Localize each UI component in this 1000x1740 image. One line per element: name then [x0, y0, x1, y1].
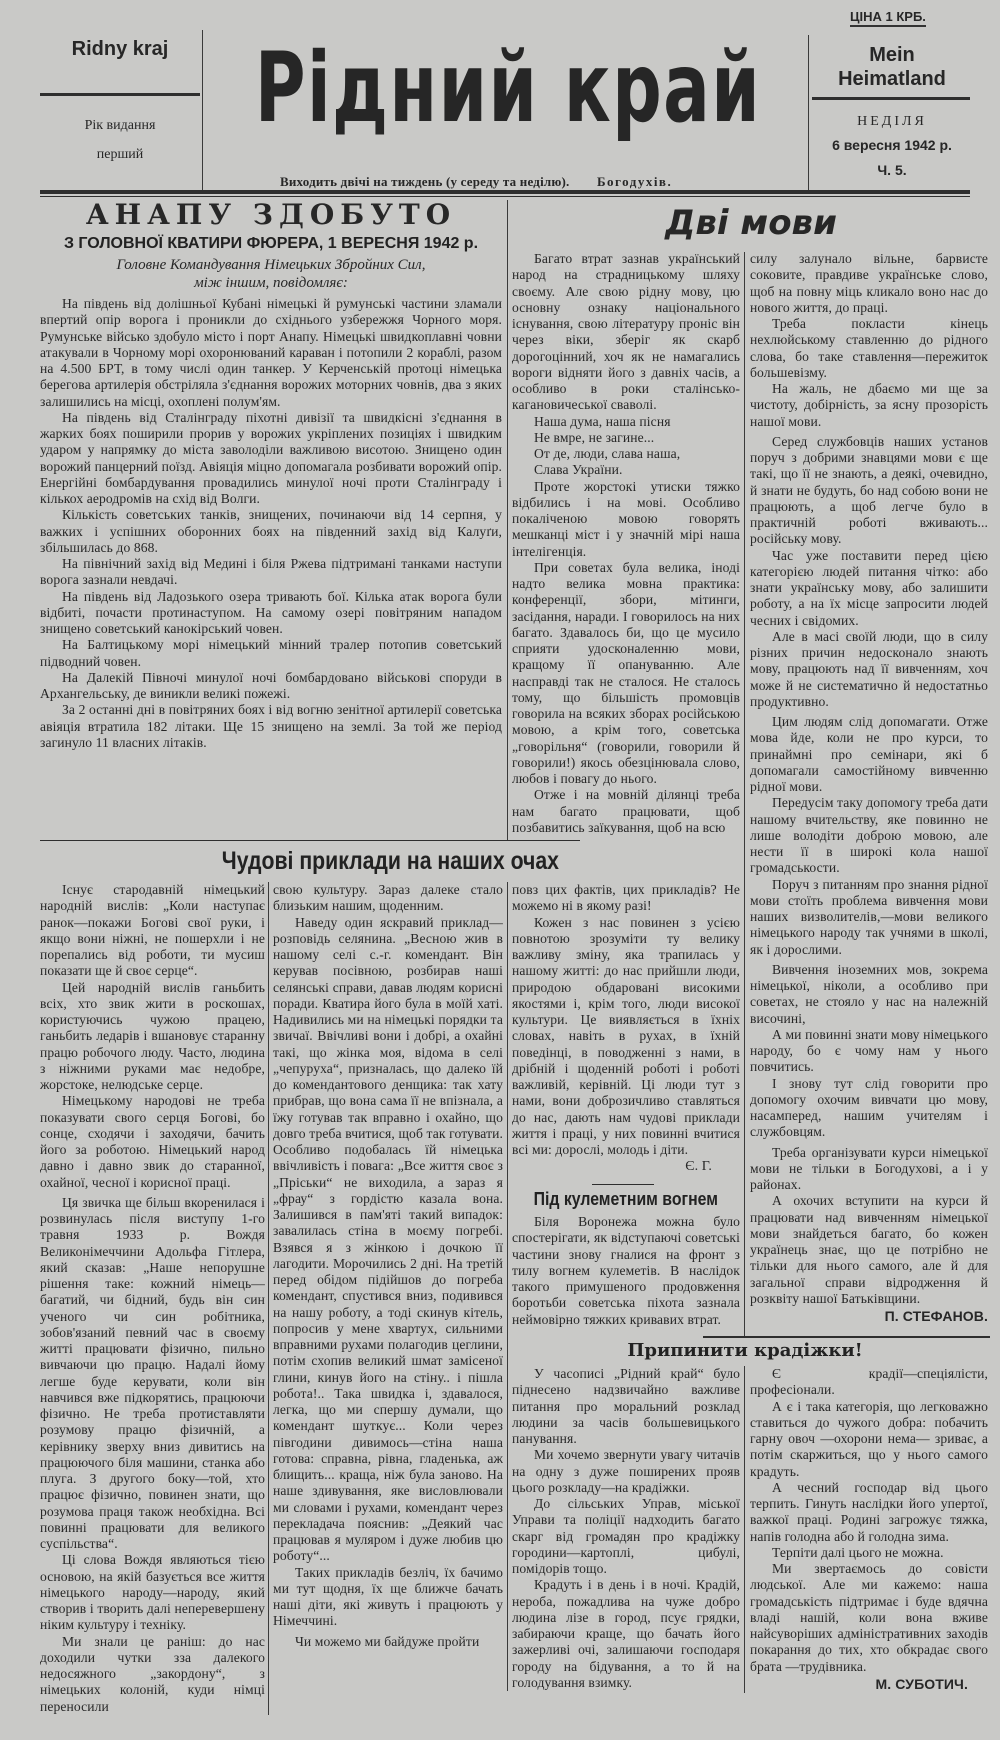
newspaper-title	[254, 8, 762, 168]
masthead-rule-thin	[40, 196, 970, 197]
poem-line: Не вмре, не загине...	[534, 429, 655, 445]
paragraph: А охочих вступити на курси й працювати над вивченням німецької мови знайдеться багато, бо кожен українець знає, що це потрібно не тільки для нього самого, але й для загальної справи відродження й розквіту нашої Батьківщини.	[750, 1193, 988, 1306]
poem-line: Наша дума, наша пісня	[534, 413, 671, 429]
poem-line: Слава України.	[534, 462, 623, 478]
paragraph: На південь від долішньої Кубані німецькі й румунські частини зламали впертий опір ворога і проникли до східнього узбережжя Чорного моря. Румунське військо здобуло місто і порт Анапу. Німецькі швидкоплавні човни атакували в Чорному морі охоронюваний караван і потопили 2 кораблі, разом на 4.500 БРТ, в тому числі один танкер. У Керченській протоці німецька берегова артилерія обстріляла з'єднання ворожих моторних човнів, два з яких залишились на місці, охоплені полум'ям.	[40, 296, 502, 409]
paragraph: На Балтицькому морі німецький мінний тралер потопив советський підводний човен.	[40, 637, 502, 669]
theft-col2	[750, 1366, 988, 1693]
masthead-rule	[40, 190, 970, 194]
city: Богодухів.	[596, 174, 673, 189]
issue-date: 6 вересня 1942 р.	[832, 137, 952, 153]
paragraph: Кількість советських танків, знищених, починаючи від 14 серпня, у важких і успішних оборонних боях на південний захід від Калуґи, збільшилась до 868.	[40, 507, 502, 555]
paragraph: На південь від Ладозького озера тривають бої. Кілька атак ворога були відбиті, почасти протинаступом. На самому озері повітряним нападом знищено советський канокірський човен.	[40, 588, 502, 636]
paragraph: Час уже поставити перед цією категорією людей питання чітко: або знати українську мову, або залишити роботу, а на їх місце запросити людей чесних і свідомих.	[750, 547, 988, 628]
divider	[202, 30, 203, 190]
divider	[40, 93, 200, 96]
german-title-2: Heimatland	[838, 68, 946, 90]
machine-gun-body	[512, 1214, 740, 1328]
dvi-movy-col2	[750, 251, 988, 1325]
publication-frequency	[280, 174, 672, 190]
column-rule	[507, 200, 508, 840]
year-line-1: Рік видання	[84, 118, 156, 133]
theft-headline	[580, 1340, 910, 1362]
paragraph: Ми знали це раніш: до нас доходили чутки зза далекого недосяжного „закордону“, з німецьких колоній, куди німці переносили	[40, 1633, 265, 1714]
paragraph: силу залунало вільне, барвисте соковите, правдиве українське слово, щоб на повну міць кликало воно нас до нового життя, до праці.	[750, 251, 988, 315]
paragraph: Кожен з нас повинен з усією повнотою зрозуміти ту велику важливу зміну, яка трапилась у нашому житті: до нас прийшли люди, природою обдаровані високими якостями і, крім того, люди високої культури. Це виявляється в їхніх словах, навіть в рухах, в їхній поведінці, в поводженні з нами, в дрібній і щоденній роботі і роботі важливій, керівній. Ці люди тут з нами, вони доброзичливо ставляться до нас, дають нам чудові приклади життя і праці, у них повинні вчитися всі ми: дорослі, молодь і діти.	[512, 914, 740, 1157]
german-title-1: Mein	[869, 44, 915, 66]
paragraph: А чесний господар від цього терпить. Гинуть наслідки його упертої, важкої праці. Родині загрожує тяжка, напів голодна або й голодна зима.	[750, 1479, 988, 1544]
paragraph: Але в масі своїй люди, що в силу різних причин недосконало знають мову, працюють над її вивченням, хоч може й не систематично й недостатньо продуктивно.	[750, 628, 988, 709]
paragraph: Поруч з питанням про знання рідної мови стоїть проблема вивчення мови наших визволителів,—мови великого німецького народу так учнями в школі, як і дорослими.	[750, 876, 988, 957]
anapa-body	[40, 296, 502, 751]
paragraph: Вивчення іноземних мов, зокрема німецької, ніколи, а особливо при советах, не стояло у нас на належній височині,	[750, 961, 988, 1026]
paragraph: На Далекій Півночі минулої ночі бомбардовано військові споруди в Архангельську, де виникли великі пожежі.	[40, 669, 502, 701]
paragraph: повз цих фактів, цих прикладів? Не можемо ні в якому разі!	[512, 882, 740, 914]
poem-line: От де, люди, слава наша,	[534, 446, 681, 461]
author-signature: П. СТЕФАНОВ.	[884, 1308, 988, 1324]
paragraph: Наведу один яскравий приклад—розповідь селянина. „Весною жив в нашому селі с.-г. комендант. Він керував посівною, розбирав наші селянські справи, давав людям корисні поради. Кватира його була в моїй хаті. Надивились ми на німецькі порядки та звичаї. Ввічливі вони і добрі, а охайні такі, що жінка моя, відома в селі „чепуруха“, призналась, що далеко їй до комендантового денщика: так хату прибрав, що вона сама її не впізнала, а їжу готував так вправно і охайно, що довго треба вчитися, щоб так готувати. Особливо подобалась їй німецька ввічливість і повага: „Все життя своє з „Пріськи“ не виходила, а зараз я „фрау“ з гордістю казала вона. Залишився в пам'яті такий випадок: завалилась стіна в моєму погребі. Взявся я з жінкою і дочкою її лагодити. Морочились 2 дні. На третій перед обідом підійшов до погреба комендант, спустився вниз, подивився на нашу роботу, а тоді скинув кітель, попросив у мене хвартух, сильними вправними рухами полагодив цеглини, потім схопив великий шмат замісеної глини, кинув його на стіну.. і пішла робота!.. Така швидка і, здавалося, легка, що ми спершу думали, що комендант шуткує... Коли через півгодини дивимось—стіна наша готова: справна, рівна, гладенька, аж блищить... краща, ніж була заново. На наше здивування, яке висловлювали ми словами і рухами, комендант через перекладача пояснив: „Деякий час працював я муляром і дуже любив цю роботу“...	[273, 914, 503, 1564]
issue-number: Ч. 5.	[877, 162, 907, 178]
machine-gun-headline-text: Під кулеметним вогнем	[533, 1189, 719, 1209]
divider	[808, 35, 809, 190]
dvi-movy-headline: Дві мови	[665, 203, 837, 243]
paragraph: А ми повинні знати мову німецького народу, бо є чому нам у нього повчитись.	[750, 1026, 988, 1075]
paragraph: Ми звертаємось до совісти людської. Але ми кажемо: наша громадськість підтримає і буде вдячна владі нашій, коли вона вживе найсуворіших адміністративних заходів покарання до тих, хто обкрадає свого брата —трудівника.	[750, 1561, 988, 1674]
chudovi-headline	[40, 846, 740, 876]
paragraph: Ці слова Вождя являються тією основою, на якій базується все життя німецького народу—народу, який створив і творить далі неперевершену ніким культуру і техніку.	[40, 1552, 265, 1633]
paragraph: Чи можемо ми байдуже пройти	[295, 1633, 480, 1649]
chudovi-col3	[512, 882, 740, 1176]
paragraph: Таких прикладів безліч, їх бачимо ми тут щодня, їх ще ближче бачать наші діти, які живуть і працюють у Німеччині.	[273, 1564, 503, 1629]
paragraph: Серед службовців наших установ поруч з добрими знавцями мови є ще такі, що її не знають, а деякі, очевидно, й знати не будуть, бо над собою вони не працюють, а щоб легче було в практичній роботі вживають... російську мову.	[750, 433, 988, 547]
article-rule	[40, 840, 507, 841]
column-rule	[744, 1366, 745, 1693]
paragraph: Ми хочемо звернути увагу читачів на одну з дуже поширених прояв цього розкладу—на крадіжки.	[512, 1447, 740, 1495]
machine-gun-headline	[512, 1188, 740, 1210]
paragraph: Ця звичка ще більш вкоренилася і розвинулась після виступу 1-го травня 1933 р. Вождя Великонімеччини Адольфа Гітлера, який сказав: „Наше непорушне рішення таке: кожний німець—багатий, чи бідний, будь він син ученого чи син робітника, зобов'язаний певний час в своєму житті працювати фізично, пильно вивчаючи цю працю. Надалі йому легше буде керувати, коли він навчився вже підкорятись, працюючи фізично. Не треба протиставляти розумову працю фізичній, а керівнику зверху вниз дивитись на працюючого біля машини, станка або плуга. З другого боку—той, хто працює фізично, повинен знати, що розумова праця також необхідна. Всі повинні працювати для великого суспільства“.	[40, 1194, 265, 1551]
paragraph: У часописі „Рідний край“ було піднесено надзвичайно важливе питання про моральний розклад людини за часів большевицького панування.	[512, 1366, 740, 1446]
paragraph: За 2 останні дні в повітряних боях і від вогню зенітної артилерії советська авіяція втратила 182 літаки. Ще 15 знищено на землі. За той же період загинуло 11 власних літаків.	[40, 702, 502, 750]
anapa-subhead-text: З ГОЛОВНОЇ КВАТИРИ ФЮРЕРА, 1 ВЕРЕСНЯ 1942 р.	[63, 235, 479, 252]
paragraph: Треба організувати курси німецької мови не тільки в Богодухові, а і у районах.	[750, 1144, 988, 1192]
paragraph: Отже і на мовній ділянці треба нам багато працювати, щоб позбавитись заїкування, щоб на всю	[512, 787, 740, 835]
paragraph: Проте жорстокі утиски тяжко відбились і на мові. Особливо покаліченою мовою говорять мешканці міст і у значній мірі наша інтелігенція.	[512, 478, 740, 559]
paragraph: Цим людям слід допомагати. Отже мова йде, коли не про курси, то принаймні про семінари, які б допомагали самостійному вивченню рідної мови.	[750, 714, 988, 794]
paragraph: На північний захід від Медині і біля Ржева підтримані танками наступи ворога зазнали невдачі.	[40, 556, 502, 588]
price: ЦІНА 1 КРБ.	[850, 9, 926, 27]
anapa-headline: АНАПУ ЗДОБУТО	[85, 198, 457, 231]
paragraph: Цей народній вислів ганьбить всіх, хто звик жити в роскошах, користуючись чужою працею, ганьбить ледарів і вшановує старанну працю робочого люду. Часто, людина з ніжними руками має недобре, жорстоке, нелюдське серце.	[40, 979, 265, 1092]
latin-title: Ridny kraj	[71, 38, 169, 60]
column-rule	[507, 882, 508, 1691]
article-rule	[703, 1336, 990, 1338]
author-signature: Є. Г.	[685, 1159, 712, 1175]
weekday: НЕДІЛЯ	[857, 114, 927, 129]
paragraph: Передусім таку допомогу треба дати нашому вчительству, яке повинно не лише володіти доброю мовою, але нести її в широкі кола нашої громадськости.	[750, 795, 988, 876]
paragraph: До сільських Управ, міської Управи та поліції надходить багато скарг від громадян про крадіжку городини—картоплі, цибулі, помідорів тощо.	[512, 1496, 740, 1576]
paragraph: Терпіти далі цього не можна.	[772, 1544, 944, 1560]
divider	[812, 97, 970, 100]
theft-col1	[512, 1366, 740, 1691]
paragraph: А є і така категорія, що легковажно ставиться до чужого добра: побачить гарну овоч —охорони нема— зриває, а потім скаржиться, що у нього самого крадуть.	[750, 1398, 988, 1479]
paragraph: Крадуть і в день і в ночі. Крадій, нероба, пожадлива на чуже добро людина лізе в город, псує грядки, забираючи краще, що бачать його зажерливі очі, залишаючи господаря городу на бідування, а то й на голодування взимку.	[512, 1577, 740, 1690]
column-rule	[268, 882, 269, 1715]
paragraph: Багато втрат зазнав український народ на страдницькому шляху своєму. Але свою рідну мову, цю основну ознаку національного існування, свою літературу проніс він через віки, зберіг як скарб дорогоцінний, хоч як не намагались вороги відняти його з давніх часів, а особливо в роки сталінсько-кагановичеської сваволі.	[512, 251, 740, 413]
paragraph: Існує стародавній німецький народній вислів: „Коли наступає ранок—покажи Богові свої руки, і якщо вони ніжні, не пошерхли і не порепались від роботи, ти мусиш показати ще й своє серце“.	[40, 882, 265, 979]
paragraph: І знову тут слід говорити про допомогу охочим вивчати цю мову, насамперед, нашим учителям і службовцям.	[750, 1075, 988, 1140]
chudovi-col1	[40, 882, 265, 1715]
anapa-subhead	[40, 234, 502, 254]
paragraph: Німецькому народові не треба показувати свого серця Богові, бо сонце, сходячи і заходячи, бачить його за роботою. Німецький народ давно і давно звик до старанної, охайної, чесної і корисної праці.	[40, 1093, 265, 1190]
paragraph: На південь від Сталінграду піхотні дивізії та швидкісні з'єднання в жарких боях поширили прорив у ворожих укріплених позиціях і швидким ударом у напрямку до міста заволоділи важливою висотою. Знищено один ворожий панцерний поїзд. Авіяція міцно допомагала розбивати ворожий опір. Енергійні бомбардування провадились минулої ночі проти Сталінграду і кількох аеродромів на схід від Волги.	[40, 409, 502, 506]
theft-headline-text: Припинити крадіжки!	[627, 1340, 863, 1361]
article-rule	[505, 840, 580, 841]
article-rule	[592, 1184, 654, 1185]
paragraph: На жаль, не дбаємо ми ще за чистоту, добірність, за ясну прозорість нашої мови.	[750, 381, 988, 429]
paragraph: Треба покласти кінець нехлюйському ставленню до рідного слова, бо таке ставлення—пережиток большевізму.	[750, 316, 988, 380]
dvi-movy-col1	[512, 251, 740, 836]
anapa-intro-2: між іншим, повідомляє:	[194, 275, 348, 291]
author-signature: М. СУБОТИЧ.	[875, 1675, 968, 1692]
anapa-intro-1: Головне Командування Німецьких Збройних Сил,	[116, 257, 426, 273]
paragraph: свою культуру. Зараз далеке стало близьким нашим, щоденним.	[273, 882, 503, 914]
frequency-text: Виходить двічі на тиждень (у середу та неділю).	[280, 174, 570, 189]
year-line-2: перший	[96, 147, 144, 162]
newspaper-title-text: Рідний край	[254, 32, 762, 144]
chudovi-headline-text: Чудові приклади на наших очах	[221, 847, 559, 875]
column-rule	[744, 252, 745, 1336]
paragraph: При советах була велика, іноді надто велика мовна практика: конференції, збори, мітинги, засідання, наради. І говорилось на них багато. Здавалось би, що це мусило сприяти удосконаленню мови, кращому її опануванню. Але насправді так не сталося. Не сталось тому, що більшість промовців говорила на всяких зборах російською мовою, а крім того, советська „говорільня“ (говорили, говорили й говорили!) якось обезцінювала слово, любов і повагу до нього.	[512, 559, 740, 786]
paragraph: Є крадії—спеціялісти, професіонали.	[750, 1366, 988, 1398]
paragraph: Біля Воронежа можна було спостерігати, як відступаючі советські частини знову гналися на фронт з тилу вогнем кулеметів. В наслідок такого примушеного продовження боротьби советська піхота зазнала неймовірно тяжких кривавих втрат.	[512, 1214, 740, 1327]
